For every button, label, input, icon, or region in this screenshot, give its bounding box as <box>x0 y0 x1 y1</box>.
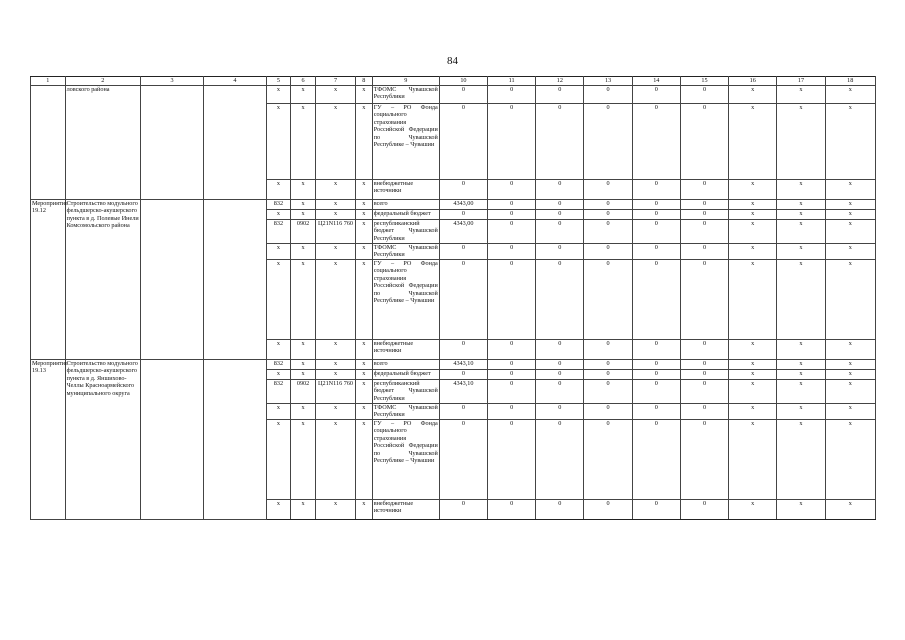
value-col-12: 0 <box>536 180 584 200</box>
value-col-11: 0 <box>488 86 536 104</box>
value-col-12: 0 <box>536 104 584 180</box>
header-col-6: 6 <box>290 77 315 86</box>
header-col-3: 3 <box>141 77 204 86</box>
value-col-16: х <box>729 404 777 420</box>
code-grbs-cell: х <box>266 244 290 260</box>
value-col-14: 0 <box>632 500 680 520</box>
header-col-12: 12 <box>536 77 584 86</box>
code-section-cell: 0902 <box>290 380 315 404</box>
code-target-cell: х <box>316 200 356 210</box>
value-col-13: 0 <box>584 104 632 180</box>
funding-source-cell: федеральный бюджет <box>372 210 439 220</box>
value-col-17: х <box>777 220 825 244</box>
code-target-cell: х <box>316 500 356 520</box>
value-col-18: х <box>825 210 875 220</box>
group-measure-19-12 <box>31 200 876 360</box>
code-target-cell: х <box>316 180 356 200</box>
value-col-10: 0 <box>439 340 487 360</box>
code-section-cell: х <box>290 180 315 200</box>
value-col-14: 0 <box>632 380 680 404</box>
group-measure-19-13 <box>31 360 876 520</box>
value-col-12: 0 <box>536 420 584 500</box>
value-col-15: 0 <box>680 380 728 404</box>
participants <box>203 86 266 200</box>
code-type-cell: х <box>355 380 372 404</box>
value-col-17: х <box>777 420 825 500</box>
value-col-11: 0 <box>488 420 536 500</box>
code-type-cell: х <box>355 404 372 420</box>
value-col-15: 0 <box>680 200 728 210</box>
header-col-17: 17 <box>777 77 825 86</box>
value-col-16: х <box>729 104 777 180</box>
code-target-cell: х <box>316 404 356 420</box>
value-col-18: х <box>825 380 875 404</box>
value-col-17: х <box>777 180 825 200</box>
funding-source-cell: всего <box>372 200 439 210</box>
value-col-11: 0 <box>488 244 536 260</box>
value-col-11: 0 <box>488 370 536 380</box>
value-col-15: 0 <box>680 244 728 260</box>
value-col-17: х <box>777 260 825 340</box>
value-col-15: 0 <box>680 340 728 360</box>
value-col-14: 0 <box>632 244 680 260</box>
funding-source-cell: федеральный бюджет <box>372 370 439 380</box>
value-col-10: 0 <box>439 86 487 104</box>
value-col-15: 0 <box>680 404 728 420</box>
funding-source-cell: ТФОМС Чувашской Республики <box>373 244 438 259</box>
code-target-cell: х <box>316 104 356 180</box>
value-col-14: 0 <box>632 340 680 360</box>
code-grbs-cell: х <box>266 180 290 200</box>
header-col-5: 5 <box>266 77 290 86</box>
table-header <box>31 77 876 86</box>
header-col-14: 14 <box>632 77 680 86</box>
value-col-10: 0 <box>439 260 487 340</box>
code-grbs-cell: х <box>266 420 290 500</box>
value-col-16: х <box>729 370 777 380</box>
value-col-16: х <box>729 420 777 500</box>
code-type-cell: х <box>355 180 372 200</box>
value-col-16: х <box>729 340 777 360</box>
value-col-18: х <box>825 220 875 244</box>
value-col-16: х <box>729 86 777 104</box>
code-type-cell: х <box>355 260 372 340</box>
code-target-cell: х <box>316 244 356 260</box>
value-col-11: 0 <box>488 180 536 200</box>
header-col-16: 16 <box>729 77 777 86</box>
value-col-17: х <box>777 104 825 180</box>
value-col-16: х <box>729 380 777 404</box>
value-col-13: 0 <box>584 220 632 244</box>
value-col-15: 0 <box>680 260 728 340</box>
value-col-11: 0 <box>488 340 536 360</box>
value-col-17: х <box>777 244 825 260</box>
value-col-13: 0 <box>584 86 632 104</box>
code-section-cell: х <box>290 86 315 104</box>
value-col-14: 0 <box>632 104 680 180</box>
funding-source-cell: внебюджетные источники <box>372 340 439 360</box>
participants <box>203 200 266 360</box>
header-col-1: 1 <box>31 77 66 86</box>
header-col-10: 10 <box>439 77 487 86</box>
code-grbs-cell: 832 <box>266 200 290 210</box>
code-grbs-cell: х <box>266 500 290 520</box>
value-col-11: 0 <box>488 404 536 420</box>
value-col-17: х <box>777 360 825 370</box>
code-target-cell: х <box>316 86 356 104</box>
header-col-8: 8 <box>355 77 372 86</box>
value-col-12: 0 <box>536 380 584 404</box>
code-grbs-cell: х <box>266 370 290 380</box>
funding-source-cell: всего <box>372 360 439 370</box>
value-col-12: 0 <box>536 340 584 360</box>
value-col-17: х <box>777 340 825 360</box>
value-col-10: 4343,10 <box>439 380 487 404</box>
value-col-15: 0 <box>680 420 728 500</box>
value-col-13: 0 <box>584 404 632 420</box>
value-col-14: 0 <box>632 370 680 380</box>
header-col-4: 4 <box>203 77 266 86</box>
code-type-cell: х <box>355 420 372 500</box>
value-col-14: 0 <box>632 404 680 420</box>
value-col-13: 0 <box>584 210 632 220</box>
funding-source-cell: ГУ – РО Фонда социального страхования Российской Федерации по Чувашской Республике – Чувашии <box>372 104 439 180</box>
code-section-cell: х <box>290 104 315 180</box>
code-type-cell: х <box>355 500 372 520</box>
header-col-9: 9 <box>372 77 439 86</box>
value-col-11: 0 <box>488 360 536 370</box>
value-col-13: 0 <box>584 340 632 360</box>
code-grbs-cell: 832 <box>266 360 290 370</box>
code-target-cell: х <box>316 260 356 340</box>
value-col-15: 0 <box>680 104 728 180</box>
value-col-15: 0 <box>680 220 728 244</box>
code-grbs-cell: х <box>266 404 290 420</box>
code-type-cell: х <box>355 104 372 180</box>
code-grbs-cell: х <box>266 104 290 180</box>
value-col-10: 0 <box>439 404 487 420</box>
measure-label: Мероприятие 19.12 <box>31 200 66 360</box>
value-col-15: 0 <box>680 360 728 370</box>
value-col-10: 4343,10 <box>439 360 487 370</box>
value-col-13: 0 <box>584 244 632 260</box>
code-grbs-cell: х <box>266 260 290 340</box>
value-col-10: 0 <box>439 370 487 380</box>
code-section-cell: х <box>290 370 315 380</box>
value-col-15: 0 <box>680 180 728 200</box>
code-target-cell: х <box>316 370 356 380</box>
value-col-18: х <box>825 180 875 200</box>
header-col-7: 7 <box>316 77 356 86</box>
value-col-10: 0 <box>439 180 487 200</box>
value-col-18: х <box>825 104 875 180</box>
value-col-17: х <box>777 200 825 210</box>
value-col-14: 0 <box>632 420 680 500</box>
value-col-17: х <box>777 86 825 104</box>
value-col-13: 0 <box>584 180 632 200</box>
value-col-12: 0 <box>536 210 584 220</box>
funding-source-cell: внебюджетные источники <box>372 180 439 200</box>
value-col-18: х <box>825 86 875 104</box>
code-type-cell: х <box>355 340 372 360</box>
funding-source-cell: ТФОМС Чувашской Республики <box>373 404 438 419</box>
code-type-cell: х <box>355 200 372 210</box>
value-col-15: 0 <box>680 86 728 104</box>
value-col-14: 0 <box>632 360 680 370</box>
funding-source-cell: ГУ – РО Фонда социального страхования Российской Федерации по Чувашской Республике – Чувашии <box>372 260 439 340</box>
value-col-13: 0 <box>584 360 632 370</box>
header-col-18: 18 <box>825 77 875 86</box>
funding-source-cell: республиканский бюджет Чувашской Республики <box>373 220 438 242</box>
code-section-cell: х <box>290 360 315 370</box>
value-col-14: 0 <box>632 260 680 340</box>
value-col-11: 0 <box>488 380 536 404</box>
value-col-16: х <box>729 200 777 210</box>
group-continuation <box>31 86 876 200</box>
header-col-2: 2 <box>65 77 140 86</box>
measure-label <box>31 86 66 200</box>
value-col-10: 0 <box>439 500 487 520</box>
value-col-18: х <box>825 360 875 370</box>
value-col-12: 0 <box>536 404 584 420</box>
code-type-cell: х <box>355 244 372 260</box>
value-col-18: х <box>825 244 875 260</box>
value-col-14: 0 <box>632 180 680 200</box>
code-section-cell: х <box>290 340 315 360</box>
value-col-13: 0 <box>584 370 632 380</box>
value-col-15: 0 <box>680 370 728 380</box>
header-col-11: 11 <box>488 77 536 86</box>
value-col-11: 0 <box>488 500 536 520</box>
value-col-13: 0 <box>584 500 632 520</box>
value-col-14: 0 <box>632 210 680 220</box>
value-col-11: 0 <box>488 104 536 180</box>
value-col-18: х <box>825 420 875 500</box>
value-col-13: 0 <box>584 420 632 500</box>
code-target-cell: х <box>316 210 356 220</box>
value-col-12: 0 <box>536 360 584 370</box>
code-section-cell: х <box>290 244 315 260</box>
code-section-cell: х <box>290 404 315 420</box>
value-col-13: 0 <box>584 260 632 340</box>
code-target-cell: х <box>316 360 356 370</box>
value-col-10: 0 <box>439 244 487 260</box>
value-col-16: х <box>729 180 777 200</box>
code-section-cell: х <box>290 210 315 220</box>
code-target-cell: х <box>316 340 356 360</box>
value-col-18: х <box>825 404 875 420</box>
funding-source-cell: внебюджетные источники <box>372 500 439 520</box>
value-col-10: 0 <box>439 104 487 180</box>
value-col-18: х <box>825 500 875 520</box>
code-grbs-cell: х <box>266 86 290 104</box>
code-target-cell: Ц21N116 760 <box>316 220 356 244</box>
value-col-10: 4343,00 <box>439 200 487 210</box>
responsible-executor <box>141 360 204 520</box>
table-row <box>31 86 876 104</box>
value-col-12: 0 <box>536 500 584 520</box>
value-col-11: 0 <box>488 260 536 340</box>
value-col-12: 0 <box>536 86 584 104</box>
code-section-cell: х <box>290 420 315 500</box>
value-col-10: 0 <box>439 420 487 500</box>
measure-label: Мероприятие 19.13 <box>31 360 66 520</box>
value-col-17: х <box>777 370 825 380</box>
value-col-16: х <box>729 500 777 520</box>
code-type-cell: х <box>355 360 372 370</box>
code-grbs-cell: х <box>266 210 290 220</box>
code-type-cell: х <box>355 210 372 220</box>
header-col-15: 15 <box>680 77 728 86</box>
value-col-13: 0 <box>584 200 632 210</box>
table-row <box>31 200 876 210</box>
value-col-16: х <box>729 220 777 244</box>
code-target-cell: х <box>316 420 356 500</box>
funding-source-cell: ГУ – РО Фонда социального страхования Российской Федерации по Чувашской Республике – Чувашии <box>372 420 439 500</box>
value-col-10: 0 <box>439 210 487 220</box>
value-col-13: 0 <box>584 380 632 404</box>
value-col-16: х <box>729 210 777 220</box>
value-col-14: 0 <box>632 200 680 210</box>
code-grbs-cell: 832 <box>266 220 290 244</box>
page-number: 84 <box>447 55 458 67</box>
value-col-18: х <box>825 370 875 380</box>
code-grbs-cell: х <box>266 340 290 360</box>
value-col-14: 0 <box>632 86 680 104</box>
code-type-cell: х <box>355 220 372 244</box>
value-col-12: 0 <box>536 220 584 244</box>
value-col-17: х <box>777 404 825 420</box>
value-col-11: 0 <box>488 220 536 244</box>
table-row <box>31 360 876 370</box>
value-col-11: 0 <box>488 210 536 220</box>
measure-name: Строительство модульного фельдшерско-акушерского пункта в д. Полевые Инели Комсомольского района <box>65 200 140 360</box>
funding-source-cell: ТФОМС Чувашской Республики <box>372 86 439 104</box>
header-col-13: 13 <box>584 77 632 86</box>
code-section-cell: х <box>290 260 315 340</box>
code-section-cell: 0902 <box>290 220 315 244</box>
value-col-15: 0 <box>680 500 728 520</box>
measure-name: Строительство модульного фельдшерско-акушерского пункта в д. Яншихово-Челлы Красноармейского муниципального округа <box>65 360 140 520</box>
budget-table <box>30 76 876 520</box>
value-col-18: х <box>825 260 875 340</box>
value-col-15: 0 <box>680 210 728 220</box>
value-col-16: х <box>729 260 777 340</box>
code-target-cell: Ц21N116 760 <box>316 380 356 404</box>
value-col-11: 0 <box>488 200 536 210</box>
value-col-12: 0 <box>536 200 584 210</box>
code-section-cell: х <box>290 500 315 520</box>
value-col-10: 4343,00 <box>439 220 487 244</box>
value-col-16: х <box>729 244 777 260</box>
value-col-14: 0 <box>632 220 680 244</box>
value-col-16: х <box>729 360 777 370</box>
responsible-executor <box>141 86 204 200</box>
value-col-18: х <box>825 200 875 210</box>
participants <box>203 360 266 520</box>
code-type-cell: х <box>355 86 372 104</box>
responsible-executor <box>141 200 204 360</box>
code-grbs-cell: 832 <box>266 380 290 404</box>
value-col-12: 0 <box>536 244 584 260</box>
code-section-cell: х <box>290 200 315 210</box>
value-col-18: х <box>825 340 875 360</box>
value-col-17: х <box>777 380 825 404</box>
value-col-17: х <box>777 500 825 520</box>
code-type-cell: х <box>355 370 372 380</box>
value-col-17: х <box>777 210 825 220</box>
funding-source-cell: республиканский бюджет Чувашской Республики <box>373 380 438 402</box>
value-col-12: 0 <box>536 260 584 340</box>
measure-name: ловского района <box>65 86 140 200</box>
value-col-12: 0 <box>536 370 584 380</box>
